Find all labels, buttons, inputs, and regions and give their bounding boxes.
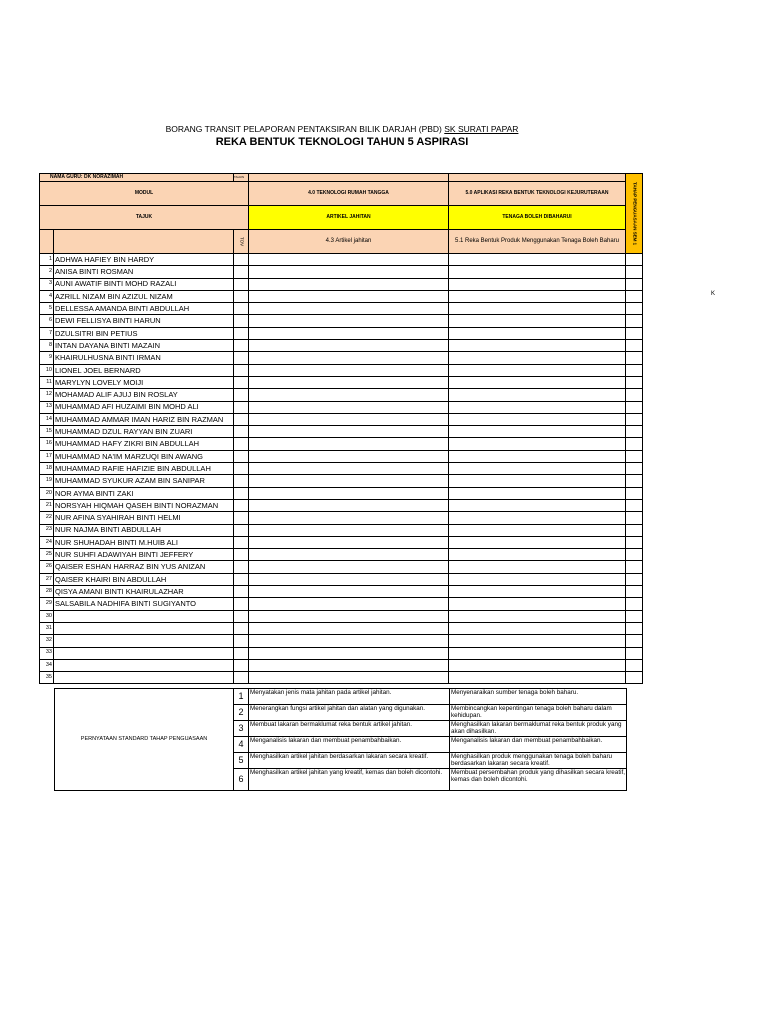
score-cell-2 (449, 487, 626, 499)
table-row (40, 622, 643, 634)
student-name: ADHWA HAFIEY BIN HARDY (54, 254, 234, 266)
modul-1: 4.0 TEKNOLOGI RUMAH TANGGA (249, 182, 449, 206)
table-row (40, 389, 643, 401)
score-cell-2 (449, 536, 626, 548)
student-number: 32 (40, 635, 54, 647)
student-name (54, 622, 234, 634)
mastery-cell (626, 376, 643, 388)
table-row (40, 659, 643, 671)
score-cell-2 (449, 438, 626, 450)
student-number: 30 (40, 610, 54, 622)
score-cell-2 (449, 549, 626, 561)
mastery-cell (626, 487, 643, 499)
student-number: 1 (40, 254, 54, 266)
tov-cell (234, 536, 249, 548)
score-cell-1 (249, 463, 449, 475)
mastery-cell (626, 340, 643, 352)
standards-label: PERNYATAAN STANDARD TAHAP PENGUASAAN (55, 689, 234, 791)
tov-cell (234, 463, 249, 475)
level-number: 3 (234, 721, 249, 737)
student-name: AZRILL NIZAM BIN AZIZUL NIZAM (54, 290, 234, 302)
tov-cell (234, 340, 249, 352)
score-cell-1 (249, 512, 449, 524)
mastery-cell (626, 364, 643, 376)
mastery-cell (626, 254, 643, 266)
table-row (40, 586, 643, 598)
table-row (40, 254, 643, 266)
level-desc-2: Menyenaraikan sumber tenaga boleh baharu. (450, 689, 627, 705)
level-desc-2: Menghasilkan produk menggunakan tenaga boleh baharu berdasarkan lakaran secara kreatif. (450, 753, 627, 769)
student-name: MUHAMMAD DZUL RAYYAN BIN ZUARI (54, 426, 234, 438)
student-number: 6 (40, 315, 54, 327)
score-cell-1 (249, 573, 449, 585)
student-name: NUR AFINA SYAHIRAH BINTI HELMI (54, 512, 234, 524)
student-name: QISYA AMANI BINTI KHAIRULAZHAR (54, 586, 234, 598)
score-cell-2 (449, 463, 626, 475)
tov-cell (234, 364, 249, 376)
table-row (40, 610, 643, 622)
score-cell-2 (449, 254, 626, 266)
student-number: 21 (40, 499, 54, 511)
mastery-cell (626, 327, 643, 339)
student-name: ANISA BINTI ROSMAN (54, 266, 234, 278)
student-number: 31 (40, 622, 54, 634)
student-name: MUHAMMAD NA'IM MARZUQI BIN AWANG (54, 450, 234, 462)
student-number: 26 (40, 561, 54, 573)
student-name: MARYLYN LOVELY MOIJI (54, 376, 234, 388)
tov-cell (234, 315, 249, 327)
score-cell-1 (249, 622, 449, 634)
score-cell-2 (449, 315, 626, 327)
student-table (39, 173, 643, 684)
student-number: 3 (40, 278, 54, 290)
tov-cell (234, 475, 249, 487)
table-row (40, 549, 643, 561)
score-cell-2 (449, 450, 626, 462)
tov-cell (234, 266, 249, 278)
score-cell-2 (449, 610, 626, 622)
tov-cell (234, 290, 249, 302)
mastery-cell (626, 635, 643, 647)
table-row (40, 340, 643, 352)
mastery-cell (626, 426, 643, 438)
score-cell-2 (449, 512, 626, 524)
mastery-cell (626, 610, 643, 622)
tov-cell (234, 278, 249, 290)
stray-mark: K (711, 291, 716, 297)
standard-row (55, 689, 627, 705)
mastery-cell (626, 475, 643, 487)
tov-cell (234, 672, 249, 684)
modul-label: MODUL (40, 182, 249, 206)
table-row (40, 450, 643, 462)
table-row (40, 647, 643, 659)
tov-cell (234, 647, 249, 659)
level-desc-2: Membincangkan kepentingan tenaga boleh baharu dalam kehidupan. (450, 705, 627, 721)
student-name: MUHAMMAD HAFY ZIKRI BIN ABDULLAH (54, 438, 234, 450)
score-cell-1 (249, 401, 449, 413)
student-name: DELLESSA AMANDA BINTI ABDULLAH (54, 303, 234, 315)
student-name (54, 672, 234, 684)
student-number: 13 (40, 401, 54, 413)
tov-cell (234, 512, 249, 524)
score-cell-1 (249, 561, 449, 573)
score-cell-2 (449, 672, 626, 684)
tov-header: TOV (234, 230, 249, 254)
student-name: NUR SHUHADAH BINTI M.HUIB ALI (54, 536, 234, 548)
student-number: 17 (40, 450, 54, 462)
level-desc-1: Menganalisis lakaran dan membuat penambahbaikan. (249, 737, 450, 753)
table-row (40, 352, 643, 364)
tajuk-label: TAJUK (40, 206, 249, 230)
score-cell-1 (249, 536, 449, 548)
score-cell-1 (249, 659, 449, 671)
tov-cell (234, 376, 249, 388)
tov-cell (234, 622, 249, 634)
mastery-cell (626, 512, 643, 524)
level-number: 6 (234, 769, 249, 791)
mastery-cell (626, 622, 643, 634)
small-label: TAHUN (234, 174, 249, 182)
level-number: 4 (234, 737, 249, 753)
score-cell-1 (249, 290, 449, 302)
table-row (40, 524, 643, 536)
mastery-cell (626, 352, 643, 364)
tov-cell (234, 549, 249, 561)
score-cell-1 (249, 635, 449, 647)
level-desc-1: Menerangkan fungsi artikel jahitan dan alatan yang digunakan. (249, 705, 450, 721)
student-number: 19 (40, 475, 54, 487)
student-number: 15 (40, 426, 54, 438)
table-row (40, 487, 643, 499)
level-desc-1: Menyatakan jenis mata jahitan pada artikel jahitan. (249, 689, 450, 705)
student-name (54, 635, 234, 647)
mastery-cell (626, 413, 643, 425)
student-number: 16 (40, 438, 54, 450)
mastery-cell (626, 290, 643, 302)
student-number: 29 (40, 598, 54, 610)
score-cell-2 (449, 475, 626, 487)
score-cell-2 (449, 635, 626, 647)
student-name: QAISER ESHAN HARRAZ BIN YUS ANIZAN (54, 561, 234, 573)
student-name: SALSABILA NADHIFA BINTI SUGIYANTO (54, 598, 234, 610)
student-name (54, 659, 234, 671)
mastery-cell (626, 389, 643, 401)
score-cell-1 (249, 586, 449, 598)
student-number: 9 (40, 352, 54, 364)
student-name: DEWI FELLISYA BINTI HARUN (54, 315, 234, 327)
student-name: MOHAMAD ALIF AJUJ BIN ROSLAY (54, 389, 234, 401)
table-row (40, 401, 643, 413)
mastery-cell (626, 524, 643, 536)
level-desc-1: Menghasilkan artikel jahitan yang kreatif, kemas dan boleh dicontohi. (249, 769, 450, 791)
table-row (40, 438, 643, 450)
score-cell-2 (449, 389, 626, 401)
student-name: LIONEL JOEL BERNARD (54, 364, 234, 376)
standard-1: 4.3 Artikel jahitan (249, 230, 449, 254)
mastery-cell (626, 659, 643, 671)
form-title (0, 124, 684, 134)
table-row (40, 635, 643, 647)
student-name: MUHAMMAD SYUKUR AZAM BIN SANIPAR (54, 475, 234, 487)
student-number: 18 (40, 463, 54, 475)
score-cell-1 (249, 315, 449, 327)
score-cell-2 (449, 524, 626, 536)
score-cell-1 (249, 364, 449, 376)
table-row (40, 499, 643, 511)
student-name: NOR AYMA BINTI ZAKI (54, 487, 234, 499)
modul-2: 5.0 APLIKASI REKA BENTUK TEKNOLOGI KEJURUTERAAN (449, 182, 626, 206)
mastery-cell (626, 401, 643, 413)
student-name: MUHAMMAD RAFIE HAFIZIE BIN ABDULLAH (54, 463, 234, 475)
student-number: 7 (40, 327, 54, 339)
score-cell-2 (449, 426, 626, 438)
score-cell-1 (249, 487, 449, 499)
student-name: NUR NAJMA BINTI ABDULLAH (54, 524, 234, 536)
tov-cell (234, 413, 249, 425)
school-name: SK SURATI PAPAR (444, 124, 519, 134)
mastery-cell (626, 463, 643, 475)
score-cell-2 (449, 352, 626, 364)
student-number: 5 (40, 303, 54, 315)
score-cell-2 (449, 278, 626, 290)
score-cell-1 (249, 610, 449, 622)
table-row (40, 266, 643, 278)
score-cell-1 (249, 426, 449, 438)
mastery-cell (626, 672, 643, 684)
table-row (40, 315, 643, 327)
tov-cell (234, 303, 249, 315)
tov-cell (234, 352, 249, 364)
score-cell-1 (249, 303, 449, 315)
table-row (40, 327, 643, 339)
score-cell-1 (249, 327, 449, 339)
teacher-name: NAMA GURU: DK NORAZIMAH (40, 174, 234, 182)
score-cell-1 (249, 254, 449, 266)
student-number: 2 (40, 266, 54, 278)
student-number: 27 (40, 573, 54, 585)
student-number: 35 (40, 672, 54, 684)
tov-cell (234, 327, 249, 339)
score-cell-2 (449, 340, 626, 352)
student-number: 22 (40, 512, 54, 524)
tov-cell (234, 426, 249, 438)
mastery-cell (626, 278, 643, 290)
score-cell-2 (449, 561, 626, 573)
score-cell-1 (249, 672, 449, 684)
score-cell-2 (449, 598, 626, 610)
score-cell-2 (449, 376, 626, 388)
table-row (40, 413, 643, 425)
student-name: DZULSITRI BIN PETIUS (54, 327, 234, 339)
student-name: AUNI AWATIF BINTI MOHD RAZALI (54, 278, 234, 290)
tov-cell (234, 487, 249, 499)
table-row (40, 463, 643, 475)
tov-cell (234, 598, 249, 610)
mastery-cell (626, 438, 643, 450)
student-number: 14 (40, 413, 54, 425)
table-row (40, 364, 643, 376)
student-name (54, 647, 234, 659)
student-number: 4 (40, 290, 54, 302)
tov-cell (234, 610, 249, 622)
score-cell-1 (249, 266, 449, 278)
tov-cell (234, 524, 249, 536)
student-number: 20 (40, 487, 54, 499)
table-row (40, 426, 643, 438)
tov-cell (234, 561, 249, 573)
subject-title: REKA BENTUK TEKNOLOGI TAHUN 5 ASPIRASI (215, 136, 469, 148)
score-cell-2 (449, 290, 626, 302)
score-cell-2 (449, 573, 626, 585)
student-number: 33 (40, 647, 54, 659)
mastery-cell (626, 536, 643, 548)
table-row (40, 561, 643, 573)
tov-cell (234, 389, 249, 401)
form-title-text: BORANG TRANSIT PELAPORAN PENTAKSIRAN BILIK DARJAH (PBD) (165, 124, 442, 134)
tov-cell (234, 573, 249, 585)
mastery-cell (626, 549, 643, 561)
level-desc-2: Membuat persembahan produk yang dihasilkan secara kreatif, kemas dan boleh dicontohi. (450, 769, 627, 791)
score-cell-1 (249, 389, 449, 401)
tov-cell (234, 635, 249, 647)
mastery-cell (626, 647, 643, 659)
score-cell-2 (449, 647, 626, 659)
score-cell-1 (249, 598, 449, 610)
table-row (40, 475, 643, 487)
student-number: 25 (40, 549, 54, 561)
student-number: 23 (40, 524, 54, 536)
score-cell-2 (449, 499, 626, 511)
mastery-cell (626, 266, 643, 278)
tov-cell (234, 586, 249, 598)
score-cell-2 (449, 364, 626, 376)
tov-cell (234, 659, 249, 671)
score-cell-1 (249, 340, 449, 352)
student-number: 12 (40, 389, 54, 401)
mastery-cell (626, 499, 643, 511)
student-name: MUHAMMAD AMMAR IMAN HARIZ BIN RAZMAN (54, 413, 234, 425)
score-cell-2 (449, 327, 626, 339)
score-cell-2 (449, 622, 626, 634)
mastery-cell (626, 586, 643, 598)
level-number: 2 (234, 705, 249, 721)
student-number: 10 (40, 364, 54, 376)
level-desc-1: Membuat lakaran bermaklumat reka bentuk artikel jahitan. (249, 721, 450, 737)
mastery-cell (626, 561, 643, 573)
score-cell-1 (249, 475, 449, 487)
score-cell-2 (449, 586, 626, 598)
level-desc-2: Menghasilkan lakaran bermaklumat reka bentuk produk yang akan dihasilkan. (450, 721, 627, 737)
score-cell-1 (249, 647, 449, 659)
tov-cell (234, 254, 249, 266)
mastery-cell (626, 573, 643, 585)
student-name: QAISER KHAIRI BIN ABDULLAH (54, 573, 234, 585)
table-row (40, 573, 643, 585)
score-cell-1 (249, 549, 449, 561)
score-cell-1 (249, 278, 449, 290)
score-cell-2 (449, 401, 626, 413)
mastery-cell (626, 315, 643, 327)
score-cell-1 (249, 499, 449, 511)
tajuk-1: ARTIKEL JAHITAN (249, 206, 449, 230)
score-cell-1 (249, 376, 449, 388)
mastery-cell (626, 598, 643, 610)
table-row (40, 290, 643, 302)
score-cell-1 (249, 352, 449, 364)
student-name (54, 610, 234, 622)
student-number: 24 (40, 536, 54, 548)
standard-2: 5.1 Reka Bentuk Produk Menggunakan Tenaga Boleh Baharu (449, 230, 626, 254)
table-row (40, 303, 643, 315)
table-row (40, 598, 643, 610)
table-row (40, 512, 643, 524)
tov-cell (234, 450, 249, 462)
tov-cell (234, 499, 249, 511)
score-cell-1 (249, 524, 449, 536)
score-cell-2 (449, 303, 626, 315)
student-number: 8 (40, 340, 54, 352)
mastery-cell (626, 450, 643, 462)
student-number: 28 (40, 586, 54, 598)
table-row (40, 536, 643, 548)
student-name: NUR SUHFI ADAWIYAH BINTI JEFFERY (54, 549, 234, 561)
mastery-standards-table (54, 688, 627, 791)
student-name: INTAN DAYANA BINTI MAZAIN (54, 340, 234, 352)
mastery-cell (626, 303, 643, 315)
table-row (40, 376, 643, 388)
tov-cell (234, 401, 249, 413)
table-row (40, 278, 643, 290)
level-desc-2: Menganalisis lakaran dan membuat penambahbaikan. (450, 737, 627, 753)
student-name: KHAIRULHUSNA BINTI IRMAN (54, 352, 234, 364)
score-cell-2 (449, 413, 626, 425)
score-cell-1 (249, 413, 449, 425)
tajuk-2: TENAGA BOLEH DIBAHARUI (449, 206, 626, 230)
level-number: 5 (234, 753, 249, 769)
score-cell-1 (249, 438, 449, 450)
level-desc-1: Menghasilkan artikel jahitan berdasarkan lakaran secara kreatif. (249, 753, 450, 769)
table-row (40, 672, 643, 684)
score-cell-1 (249, 450, 449, 462)
level-number: 1 (234, 689, 249, 705)
mastery-level-header: TAHAP PENGUASAAN SEM 1 (626, 174, 643, 254)
score-cell-2 (449, 266, 626, 278)
tov-cell (234, 438, 249, 450)
student-number: 11 (40, 376, 54, 388)
student-number: 34 (40, 659, 54, 671)
student-name: NORSYAH HIQMAH QASEH BINTI NORAZMAN (54, 499, 234, 511)
score-cell-2 (449, 659, 626, 671)
student-name: MUHAMMAD AFI HUZAIMI BIN MOHD ALI (54, 401, 234, 413)
